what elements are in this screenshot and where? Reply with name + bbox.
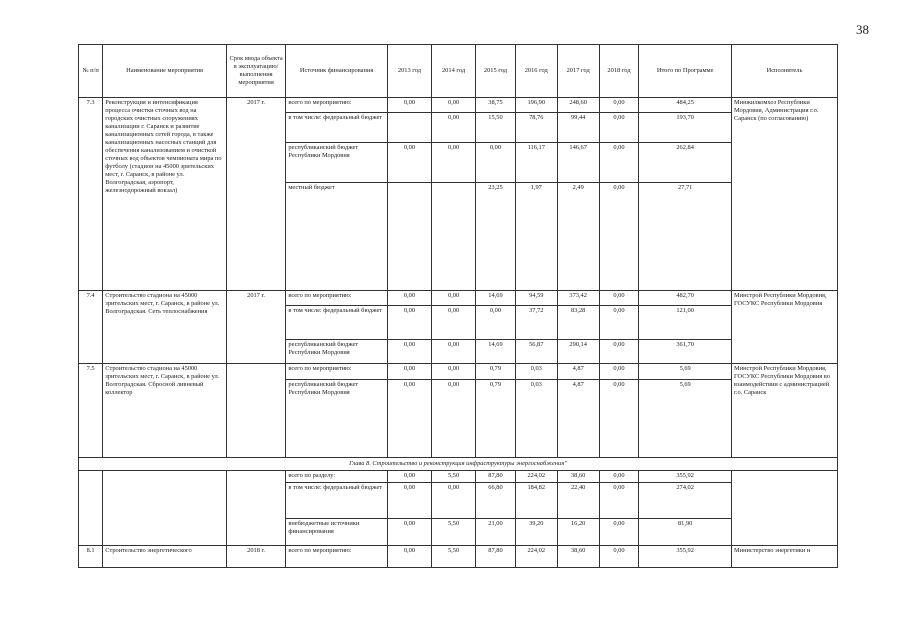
source-cell: республиканский бюджет Республики Мордовия bbox=[286, 380, 387, 458]
item-name: Реконструкция и интенсификация процесса очистки сточных вод на городских очистных сооружениях канализации г. Саранск и развитие канализационных сетей города, в также канализационных насосных станций для обеспечения канализованием и очисткой сточных вод объектов чемпионата мира по футболу (стадион на 45000 зрительских мест, г. Саранск, в районе ул. Волгоградская, аэропорт, железнодорожный вокзал) bbox=[103, 98, 227, 291]
section-heading-row bbox=[79, 458, 838, 471]
value-total: 5,69 bbox=[639, 364, 732, 380]
value-2016: 78,76 bbox=[515, 113, 557, 143]
value-2018: 0,00 bbox=[599, 380, 639, 458]
value-2015: 14,69 bbox=[476, 340, 516, 364]
header-2018: 2018 год bbox=[599, 45, 639, 98]
value-total: 5,69 bbox=[639, 380, 732, 458]
item-deadline: 2017 г. bbox=[226, 291, 286, 364]
value-2013 bbox=[387, 113, 431, 143]
item-index: 7.4 bbox=[79, 291, 103, 364]
value-2018: 0,00 bbox=[599, 143, 639, 183]
source-cell: республиканский бюджет Республики Мордовия bbox=[286, 143, 387, 183]
value-2013: 0,00 bbox=[387, 143, 431, 183]
value-2013: 0,00 bbox=[387, 364, 431, 380]
value-2016: 56,87 bbox=[515, 340, 557, 364]
source-cell: всего по мероприятию: bbox=[286, 546, 387, 568]
value-2014: 0,00 bbox=[431, 340, 475, 364]
value-2015: 0,00 bbox=[476, 143, 516, 183]
value-2017: 22,40 bbox=[557, 483, 599, 519]
value-2014: 0,00 bbox=[431, 364, 475, 380]
value-2015: 87,80 bbox=[476, 546, 516, 568]
value-2018: 0,00 bbox=[599, 340, 639, 364]
header-executor: Исполнитель bbox=[731, 45, 837, 98]
item-deadline bbox=[226, 364, 286, 458]
value-2016: 37,72 bbox=[515, 306, 557, 340]
header-2016: 2016 год bbox=[515, 45, 557, 98]
item-name: Строительство энергетического bbox=[103, 546, 227, 568]
value-2015: 23,25 bbox=[476, 183, 516, 291]
value-2017: 290,14 bbox=[557, 340, 599, 364]
value-2013 bbox=[387, 183, 431, 291]
value-2013: 0,00 bbox=[387, 471, 431, 483]
value-2015: 21,00 bbox=[476, 519, 516, 546]
value-2013: 0,00 bbox=[387, 519, 431, 546]
value-2018: 0,00 bbox=[599, 306, 639, 340]
empty-cell bbox=[79, 471, 103, 546]
header-index: № п/п bbox=[79, 45, 103, 98]
item-executor: Минстрой Республики Мордовия, ГОСУКС Республики Мордовия bbox=[731, 291, 837, 364]
value-2018: 0,00 bbox=[599, 471, 639, 483]
value-2017: 38,60 bbox=[557, 546, 599, 568]
value-2017: 248,60 bbox=[557, 98, 599, 113]
item-executor: Минстрой Республики Мордовия, ГОСУКС Республики Мордовия во взаимодействии с администрацией г.о. Саранск bbox=[731, 364, 837, 458]
source-cell: всего по мероприятию: bbox=[286, 98, 387, 113]
value-2014 bbox=[431, 183, 475, 291]
item-deadline: 2017 г. bbox=[226, 98, 286, 291]
value-2013: 0,00 bbox=[387, 380, 431, 458]
value-2017: 146,67 bbox=[557, 143, 599, 183]
value-2014: 0,00 bbox=[431, 483, 475, 519]
value-2018: 0,00 bbox=[599, 291, 639, 306]
source-cell: в том числе: федеральный бюджет bbox=[286, 483, 387, 519]
value-2016: 94,59 bbox=[515, 291, 557, 306]
item-name: Строительство стадиона на 45000 зрительских мест, г. Саранск, в районе ул. Волгоградская. Сеть теплоснабжения bbox=[103, 291, 227, 364]
value-2018: 0,00 bbox=[599, 483, 639, 519]
value-total: 355,92 bbox=[639, 546, 732, 568]
value-2017: 4,87 bbox=[557, 364, 599, 380]
table-header-row bbox=[79, 45, 838, 98]
header-2013: 2013 год bbox=[387, 45, 431, 98]
table-row bbox=[79, 364, 838, 380]
source-cell: всего по мероприятию: bbox=[286, 291, 387, 306]
value-2016: 184,82 bbox=[515, 483, 557, 519]
value-2017: 38,60 bbox=[557, 471, 599, 483]
value-total: 361,70 bbox=[639, 340, 732, 364]
empty-cell bbox=[226, 471, 286, 546]
value-2018: 0,00 bbox=[599, 546, 639, 568]
value-2013: 0,00 bbox=[387, 306, 431, 340]
value-2014: 0,00 bbox=[431, 98, 475, 113]
value-2018: 0,00 bbox=[599, 98, 639, 113]
value-2016: 196,90 bbox=[515, 98, 557, 113]
table-row bbox=[79, 546, 838, 568]
value-2016: 224,02 bbox=[515, 471, 557, 483]
table-row bbox=[79, 291, 838, 306]
item-name: Строительство стадиона на 45000 зрительских мест, г. Саранск, в районе ул. Волгоградская. Сбросной ливневый коллектор bbox=[103, 364, 227, 458]
value-2015: 15,50 bbox=[476, 113, 516, 143]
value-total: 193,70 bbox=[639, 113, 732, 143]
value-2016: 0,03 bbox=[515, 364, 557, 380]
value-2018: 0,00 bbox=[599, 364, 639, 380]
value-2016: 116,17 bbox=[515, 143, 557, 183]
value-2016: 0,03 bbox=[515, 380, 557, 458]
value-2017: 373,42 bbox=[557, 291, 599, 306]
empty-cell bbox=[103, 471, 227, 546]
value-2014: 5,50 bbox=[431, 519, 475, 546]
value-2017: 83,28 bbox=[557, 306, 599, 340]
value-2014: 0,00 bbox=[431, 306, 475, 340]
empty-cell bbox=[731, 471, 837, 546]
value-2018: 0,00 bbox=[599, 519, 639, 546]
value-total: 274,02 bbox=[639, 483, 732, 519]
value-2015: 0,79 bbox=[476, 380, 516, 458]
value-2015: 14,69 bbox=[476, 291, 516, 306]
value-2018: 0,00 bbox=[599, 183, 639, 291]
item-executor: Министерство энергетики и bbox=[731, 546, 837, 568]
table-row bbox=[79, 98, 838, 113]
item-index: 7.3 bbox=[79, 98, 103, 291]
value-2014: 5,50 bbox=[431, 546, 475, 568]
item-deadline: 2018 г. bbox=[226, 546, 286, 568]
source-cell: местный бюджет bbox=[286, 183, 387, 291]
value-2013: 0,00 bbox=[387, 291, 431, 306]
value-2015: 0,00 bbox=[476, 306, 516, 340]
value-2015: 38,75 bbox=[476, 98, 516, 113]
header-deadline: Срок ввода объекта в эксплуатацию/ выполнения мероприятия bbox=[226, 45, 286, 98]
header-total: Итого по Программе bbox=[639, 45, 732, 98]
value-2017: 99,44 bbox=[557, 113, 599, 143]
header-2014: 2014 год bbox=[431, 45, 475, 98]
value-2014: 0,00 bbox=[431, 113, 475, 143]
value-total: 27,71 bbox=[639, 183, 732, 291]
value-2014: 0,00 bbox=[431, 380, 475, 458]
value-2016: 39,20 bbox=[515, 519, 557, 546]
value-total: 355,92 bbox=[639, 471, 732, 483]
item-executor: Минжилкомхоз Республики Мордовия, Администрация г.о. Саранск (по согласованию) bbox=[731, 98, 837, 291]
item-index: 7.5 bbox=[79, 364, 103, 458]
item-index: 8.1 bbox=[79, 546, 103, 568]
value-2013: 0,00 bbox=[387, 483, 431, 519]
header-source: Источник финансирования bbox=[286, 45, 387, 98]
value-2016: 224,02 bbox=[515, 546, 557, 568]
value-total: 81,90 bbox=[639, 519, 732, 546]
value-2013: 0,00 bbox=[387, 546, 431, 568]
value-2017: 16,20 bbox=[557, 519, 599, 546]
page-number: 38 bbox=[856, 22, 869, 37]
value-2017: 2,49 bbox=[557, 183, 599, 291]
budget-table bbox=[78, 44, 838, 568]
header-name: Наименование мероприятия bbox=[103, 45, 227, 98]
value-total: 484,25 bbox=[639, 98, 732, 113]
value-2014: 0,00 bbox=[431, 291, 475, 306]
value-total: 121,00 bbox=[639, 306, 732, 340]
source-cell: в том числе: федеральный бюджет bbox=[286, 306, 387, 340]
value-2013: 0,00 bbox=[387, 98, 431, 113]
source-cell: всего по разделу: bbox=[286, 471, 387, 483]
source-cell: всего по мероприятию: bbox=[286, 364, 387, 380]
value-total: 262,84 bbox=[639, 143, 732, 183]
value-2015: 66,80 bbox=[476, 483, 516, 519]
source-cell: внебюджетные источники финансирования bbox=[286, 519, 387, 546]
source-cell: республиканский бюджет Республики Мордовия bbox=[286, 340, 387, 364]
value-2014: 5,50 bbox=[431, 471, 475, 483]
header-2017: 2017 год bbox=[557, 45, 599, 98]
value-2018: 0,00 bbox=[599, 113, 639, 143]
section-title: Глава 8. Строительство и реконструкция инфраструктуры энергоснабжения" bbox=[79, 458, 838, 471]
value-2016: 1,97 bbox=[515, 183, 557, 291]
value-2014: 0,00 bbox=[431, 143, 475, 183]
value-2015: 87,80 bbox=[476, 471, 516, 483]
header-2015: 2015 год bbox=[476, 45, 516, 98]
table-row bbox=[79, 471, 838, 483]
value-2017: 4,87 bbox=[557, 380, 599, 458]
value-total: 482,70 bbox=[639, 291, 732, 306]
value-2015: 0,79 bbox=[476, 364, 516, 380]
source-cell: в том числе: федеральный бюджет bbox=[286, 113, 387, 143]
value-2013: 0,00 bbox=[387, 340, 431, 364]
